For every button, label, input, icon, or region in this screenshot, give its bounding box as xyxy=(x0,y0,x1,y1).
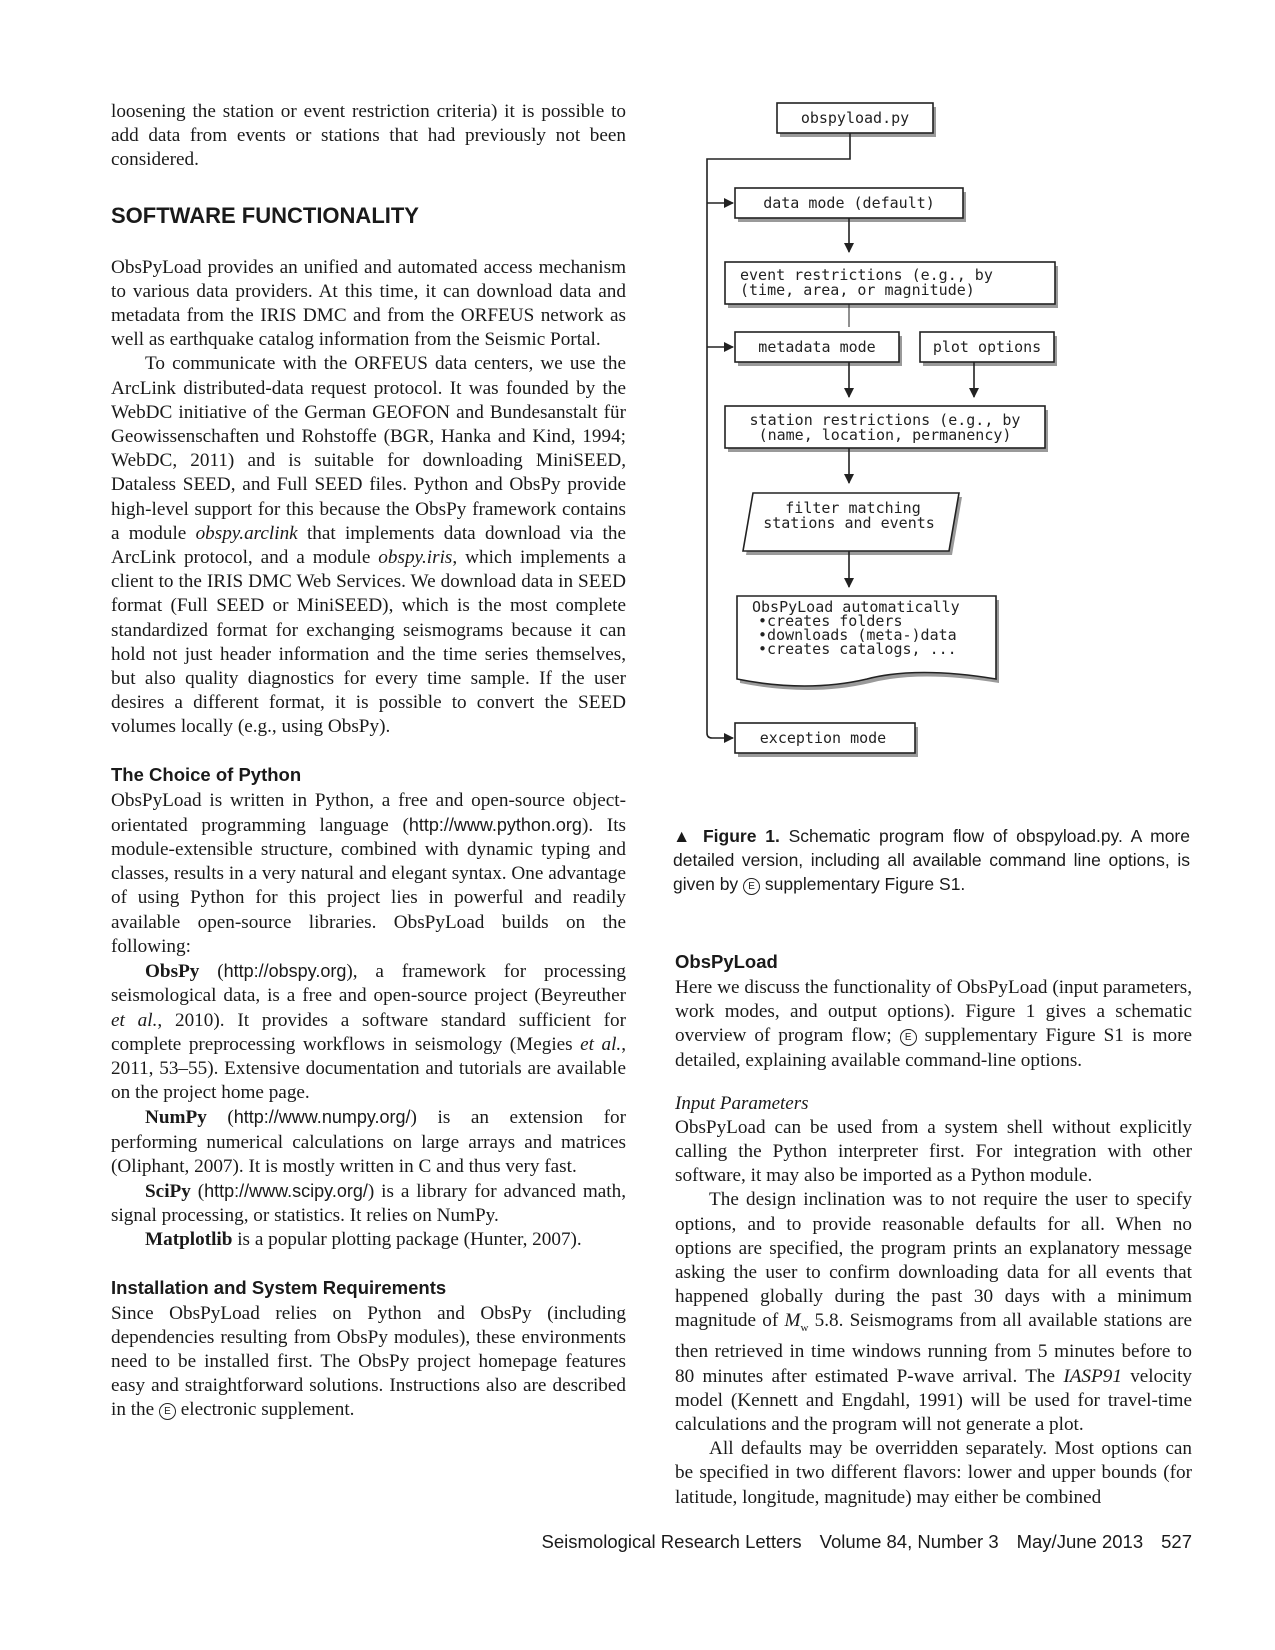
text-run: ObsPyLoad is written in Python, a free and open-source object-orientated programming language ( xyxy=(111,789,626,836)
right-column xyxy=(675,950,1192,1510)
text-run: , 2011, 53–55). Extensive documentation and tutorials are available on the project home page. xyxy=(111,1033,626,1104)
subsubsection-title-input: Input Parameters xyxy=(675,1092,809,1114)
subsection-title-installation: Installation and System Requirements xyxy=(111,1276,447,1298)
box-obspyload-automatically xyxy=(737,596,999,690)
text-run: Since ObsPyLoad relies on Python and ObsPy (including dependencies resulting from ObsPy modules), these environments need to be installed first. The ObsPy project homepage features easy and straightforward solutions. Instructions also are described in the xyxy=(111,1302,626,1421)
numpy-paragraph: NumPy (http://www.numpy.org/) is an extension for performing numerical calculations on large arrays and matrices (Oliphant, 2007). It is mostly written in C and thus very fast. xyxy=(111,1107,626,1177)
scipy-paragraph: SciPy (http://www.scipy.org/) is a library for advanced math, signal processing, or statistics. It relies on NumPy. xyxy=(111,1180,627,1227)
box-station-restrictions xyxy=(725,406,1048,452)
subsection-title-obspyload: ObsPyLoad xyxy=(675,951,778,972)
module-name: obspy.arclink xyxy=(195,522,298,544)
box-exception-mode xyxy=(735,723,918,757)
box-event-restrictions xyxy=(725,262,1058,308)
text-run: , 2010). It provides a software standard sufficient for complete preprocessing workflows in seismology (Megies xyxy=(111,1009,626,1055)
text-run: Here we discuss the functionality of ObsPyLoad (input parameters, work modes, and output options). Figure 1 gives a schematic overview of program flow; xyxy=(675,977,1192,1047)
box-label: exception mode xyxy=(759,729,887,747)
obspy-paragraph: ObsPy (http://obspy.org), a framework for processing seismological data, is a free and open-source project (Beyreuther et al., 2010). It provides a software standard sufficient for complete preprocessing workflows in seismology (Megies et al., 2011, 53–55). Extensive documentation and tutorials are available on the project home page. xyxy=(111,961,627,1104)
issue-date: May/June 2013 xyxy=(1016,1531,1144,1552)
text-run: 5.8. Seismograms from all available stations are then retrieved in time windows running from 5 minutes before to 80 minutes after estimated P-wave arrival. The xyxy=(675,1310,1192,1387)
install-paragraph xyxy=(111,1302,626,1423)
text-run: , which implements a client to the IRIS DMC Web Services. We download data in SEED format (Full SEED or MiniSEED), which is the most complete standardized format for exchanging seismograms because it can hold not just header information and the time series themselves, but also quality diagnostics for every time sample. If the user desires a different format, it is possible to convert the SEED volumes locally (e.g., using ObsPy). xyxy=(111,547,627,738)
intro-paragraph: loosening the station or event restriction criteria) it is possible to add data from events or stations that had previously not been considered. xyxy=(111,101,626,171)
text-run: Schematic program flow of obspyload.py. A more detailed version, including all available command line options, is given by xyxy=(673,826,1190,894)
box-label: ObsPyLoad automatically xyxy=(752,598,960,616)
triangle-icon: ▲ xyxy=(673,826,695,846)
box-label: metadata mode xyxy=(758,338,876,356)
text-run: is a library for advanced math, signal processing, or statistics. It relies on NumPy. xyxy=(111,1180,627,1227)
input-paragraph-3: All defaults may be overridden separately. Most options can be specified in two different flavors: lower and upper bounds (for latitude, longitude, magnitude) may either be combined xyxy=(675,1438,1192,1508)
text-run: electronic supplement. xyxy=(175,1399,355,1421)
box-obspyload xyxy=(777,103,936,137)
box-label: filter matching xyxy=(785,499,921,517)
arrow xyxy=(707,733,733,738)
volume-info: Volume 84, Number 3 xyxy=(819,1531,999,1552)
box-label: •creates folders xyxy=(758,612,903,630)
box-metadata-mode xyxy=(735,332,902,366)
figure-label: Figure 1. xyxy=(702,826,780,846)
box-plot-options xyxy=(920,332,1057,366)
box-label: data mode (default) xyxy=(763,194,935,212)
input-paragraph-2 xyxy=(675,1188,1192,1437)
magnitude-subscript: w xyxy=(800,1322,809,1335)
box-label: stations and events xyxy=(763,514,935,532)
box-data-mode xyxy=(735,188,966,222)
text-run: To communicate with the ORFEUS data centers, we use the ArcLink distributed-data request protocol. It was founded by the WebDC initiative of the German GEOFON and Bundesanstalt für Geowissenschaften und Rohstoffe (BGR, Hanka and Kind, 1994; WebDC, 2011) and is suitable for downloading MiniSEED, Dataless SEED, and Full SEED files. Python and ObsPy provide high-level support for this because the ObsPy framework contains a module xyxy=(111,353,626,544)
library-name: Matplotlib xyxy=(145,1229,233,1251)
box-label: obspyload.py xyxy=(800,109,910,127)
box-label: (name, location, permanency) xyxy=(758,426,1012,444)
choice-paragraph xyxy=(111,789,626,959)
box-label: event restrictions (e.g., by xyxy=(740,266,993,284)
python-url[interactable]: http://www.python.org xyxy=(408,814,582,835)
electronic-supplement-icon: E xyxy=(743,878,760,895)
subsection-title-python: The Choice of Python xyxy=(111,763,302,785)
electronic-supplement-icon: E xyxy=(900,1029,917,1046)
text-run: velocity model (Kennett and Engdahl, 1991) will be used for travel-time calculations and the program will not generate a plot. xyxy=(675,1365,1192,1436)
box-label: station restrictions (e.g., by xyxy=(749,411,1021,429)
sf-paragraph-1: ObsPyLoad provides an unified and automated access mechanism to various data providers. At this time, it can download data and metadata from the IRIS DMC and from the ORFEUS network as well as earthquake catalog information from the Seismic Portal. xyxy=(111,256,626,351)
text-run: , a framework for processing seismological data, is a free and open-source project (Beyreuther xyxy=(111,961,627,1007)
text-run: is an extension for performing numerical calculations on large arrays and matrices (Oliphant, 2007). It is mostly written in C and thus very fast. xyxy=(111,1107,626,1177)
page-footer xyxy=(520,1531,1192,1553)
box-label: •downloads (meta-)data xyxy=(758,626,957,644)
text-run: ). Its module-extensible structure, combined with dynamic typing and classes, results in a very natural and elegant syntax. One advantage of using Python for this project lies in powerful and readily available open-source libraries. ObsPyLoad builds on the following: xyxy=(111,814,626,957)
box-filter-matching xyxy=(743,493,962,555)
module-name: obspy.iris xyxy=(378,547,453,569)
journal-name: Seismological Research Letters xyxy=(541,1531,802,1552)
obspyload-paragraph xyxy=(675,976,1192,1073)
etal: et al. xyxy=(111,1009,158,1031)
text-run: that implements data download via the ArcLink protocol, and a module xyxy=(111,522,626,569)
box-label: plot options xyxy=(932,338,1042,356)
text-run: supplementary Figure S1. xyxy=(760,874,966,894)
figure-caption xyxy=(673,824,1190,896)
program-flow-diagram xyxy=(700,95,1120,815)
box-label: •creates catalogs, ... xyxy=(758,640,957,658)
magnitude-symbol: M xyxy=(784,1310,801,1332)
input-paragraph-1: ObsPyLoad can be used from a system shell without explicitly calling the Python interpreter first. For integration with other software, it may also be imported as a Python module. xyxy=(675,1116,1192,1187)
text-run: The design inclination was to not require the user to specify options, and to provide reasonable defaults for all. When no options are specified, the program prints an explanatory message asking the user to confirm downloading data for all events that happened globally during the past 30 days with a minimum magnitude of xyxy=(675,1189,1192,1332)
sf-paragraph-2 xyxy=(111,352,626,739)
electronic-supplement-icon: E xyxy=(159,1403,176,1420)
library-name: NumPy xyxy=(145,1107,207,1129)
scipy-url[interactable]: http://www.scipy.org/ xyxy=(204,1180,368,1201)
matplotlib-paragraph xyxy=(111,1228,626,1252)
etal: et al. xyxy=(580,1033,622,1055)
library-name: ObsPy xyxy=(145,961,200,983)
left-column xyxy=(111,100,626,1423)
text-run: supplementary Figure S1 is more detailed, explaining available command-line options. xyxy=(675,1025,1192,1071)
text-run: is a popular plotting package (Hunter, 2007). xyxy=(232,1229,582,1251)
box-label: (time, area, or magnitude) xyxy=(740,281,975,299)
obspy-url[interactable]: http://obspy.org xyxy=(223,961,347,982)
library-name: SciPy xyxy=(145,1180,191,1202)
velocity-model-name: IASP91 xyxy=(1063,1365,1122,1387)
section-title: SOFTWARE FUNCTIONALITY xyxy=(111,202,419,228)
page-number: 527 xyxy=(1161,1531,1192,1552)
numpy-url[interactable]: http://www.numpy.org/ xyxy=(233,1107,411,1128)
